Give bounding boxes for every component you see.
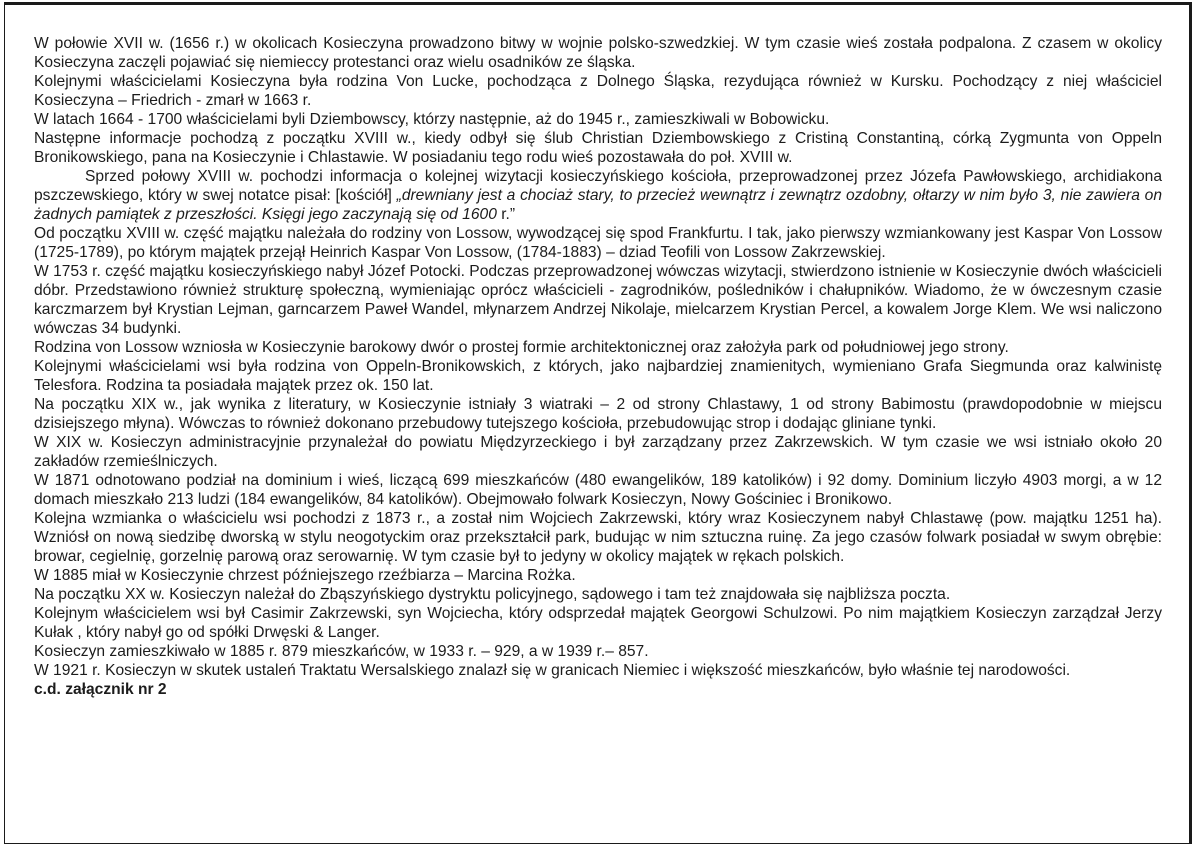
paragraph-wojciech-zakrzewski: Kolejna wzmianka o właścicielu wsi pochodzi z 1873 r., a został nim Wojciech Zakrzewski, który wraz Kosieczynem nabył Chlastawę (pow. majątku 1251 ha). Wzniósł on nową siedzibę dworską w stylu neogotyckim oraz przekształcił park, budując w nim sztuczna ruinę. Za jego czasów folwark posiadał w swym obrębie: browar, cegielnię, gorzelnię parową oraz serowarnię. W tym czasie był to jedyny w okolicy majątek w rękach polskich.: [34, 510, 1162, 565]
paragraph-early-xx-century: Na początku XX w. Kosieczyn należał do Zbąszyńskiego dystryktu policyjnego, sądowego i tam też znajdowała się najbliższa poczta.: [34, 586, 951, 603]
paragraph-wedding: Następne informacje pochodzą z początku XVIII w., kiedy odbył się ślub Christian Dziembowskiego z Cristiną Constantiną, córką Zygmunta von Oppeln Bronikowskiego, pana na Kosieczynie i Chlastawie. W posiadaniu tego rodu wieś pozostawała do poł. XVIII w.: [34, 130, 1162, 166]
paragraph-1871-census: W 1871 odnotowano podział na dominium i wieś, liczącą 699 mieszkańców (480 ewangelików, 189 katolików) i 92 domy. Dominium liczyło 4903 morgi, a w 12 domach mieszkało 213 ludzi (184 ewangelików, 84 katolików). Obejmowało folwark Kosieczyn, Nowy Gościniec i Bronikowo.: [34, 472, 1162, 508]
paragraph-swedish-war: W połowie XVII w. (1656 r.) w okolicach Kosieczyna prowadzono bitwy w wojnie polsko-szwedzkiej. W tym czasie wieś została podpalona. Z czasem w okolicy Kosieczyna zaczęli pojawiać się niemieccy protestanci oraz wielu osadników ze śląska.: [34, 35, 1162, 71]
document-page: [34, 34, 1162, 699]
paragraph-administration: W XIX w. Kosieczyn administracyjnie przynależał do powiatu Międzyrzeckiego i był zarządzany przez Zakrzewskich. W tym czasie we wsi istniało około 20 zakładów rzemieślniczych.: [34, 434, 1162, 470]
paragraph-1885-baptism: W 1885 miał w Kosieczynie chrzest późniejszego rzeźbiarza – Marcina Rożka.: [34, 567, 576, 584]
paragraph-baroque-manor: Rodzina von Lossow wzniosła w Kosieczynie barokowy dwór o prostej formie architektonicznej oraz założyła park od południowej jego strony.: [34, 339, 1009, 356]
visitation-quote: „drewniany jest a chociaż stary, to przecież wewnątrz i zewnątrz ozdobny, ołtarzy w nim było 3, nie zawiera on żadnych pamiątek z przeszłości. Księgi jego zaczynają się od 1600: [34, 187, 1162, 223]
paragraph-windmills: Na początku XIX w., jak wynika z literatury, w Kosieczynie istniały 3 wiatraki – 2 od strony Chlastawy, 1 od strony Babimostu (prawdopodobnie w miejscu dzisiejszego młyna). Wówczas to również dokonano przebudowy tutejszego kościoła, przebudowując strop i dodając gliniane tynki.: [34, 396, 1162, 432]
paragraph-casimir-zakrzewski: Kolejnym właścicielem wsi był Casimir Zakrzewski, syn Wojciecha, który odsprzedał majątek Georgowi Schulzowi. Po nim majątkiem Kosieczyn zarządzał Jerzy Kułak , który nabył go od spółki Drwęski & Langer.: [34, 605, 1162, 641]
visitation-tail: r.”: [496, 206, 516, 223]
paragraph-visitation: [34, 167, 1162, 224]
paragraph-von-lossow: Od początku XVIII w. część majątku należała do rodziny von Lossow, wywodzącej się spod Frankfurtu. I tak, jako pierwszy wzmiankowany jest Kaspar Von Lossow (1725-1789), po którym majątek przejął Heinrich Kaspar Von Lossow, (1784-1883) – dziad Teofili von Lossow Zakrzewskiej.: [34, 225, 1162, 261]
paragraph-bronikowscy: Kolejnymi właścicielami wsi była rodzina von Oppeln-Bronikowskich, z których, jako najbardziej znamienitych, wymieniano Grafa Siegmunda oraz kalwinistę Telesfora. Rodzina ta posiadała majątek przez ok. 150 lat.: [34, 358, 1162, 394]
paragraph-von-lucke: Kolejnymi właścicielami Kosieczyna była rodzina Von Lucke, pochodząca z Dolnego Śląska, rezydująca również w Kursku. Pochodzący z niej właściciel Kosieczyna – Friedrich - zmarł w 1663 r.: [34, 73, 1162, 109]
visitation-lead: Sprzed połowy XVIII w. pochodzi informacja o kolejnej wizytacji kosieczyńskiego kościoła, przeprowadzonej przez Józefa Pawłowskiego, archidiakona pszczewskiego, który w swej notatce pisał: [kościół]: [34, 168, 1162, 204]
paragraph-dziembowscy: W latach 1664 - 1700 właścicielami byli Dziembowscy, którzy następnie, aż do 1945 r., zamieszkiwali w Bobowicku.: [34, 111, 830, 128]
paragraph-versailles: W 1921 r. Kosieczyn w skutek ustaleń Traktatu Wersalskiego znalazł się w granicach Niemiec i większość mieszkańców, było właśnie tej narodowości.: [34, 662, 1071, 679]
paragraph-potocki: W 1753 r. część majątku kosieczyńskiego nabył Józef Potocki. Podczas przeprowadzonej wówczas wizytacji, stwierdzono istnienie w Kosieczynie dwóch właścicieli dóbr. Przedstawiono również strukturę społeczną, wymieniając oprócz właścicieli - zagrodników, pośledników i chałupników. Wiadomo, że w ówczesnym czasie karczmarzem był Krystian Lejman, garncarzem Paweł Wandel, młynarzem Andrzej Nikolaje, mielcarzem Krystian Percel, a kowalem Jorge Klem. We wsi naliczono wówczas 34 budynki.: [34, 263, 1162, 337]
paragraph-population: Kosieczyn zamieszkiwało w 1885 r. 879 mieszkańców, w 1933 r. – 929, a w 1939 r.– 857.: [34, 643, 649, 660]
footer-note: c.d. załącznik nr 2: [34, 681, 167, 698]
